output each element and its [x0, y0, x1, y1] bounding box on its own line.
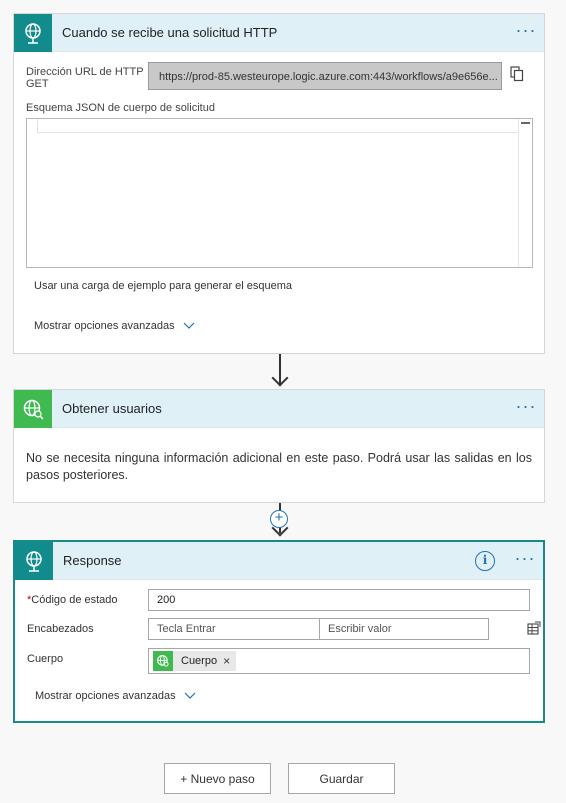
body-input[interactable] [148, 648, 530, 674]
show-advanced-options-link[interactable] [35, 690, 196, 702]
schema-editor[interactable] [26, 118, 533, 268]
schema-editor-line [37, 119, 518, 133]
get-users-info-text: No se necesita ninguna información adicional en este paso. Podrá usar las salidas en los pasos posteriores. [26, 451, 532, 482]
info-icon[interactable]: i [475, 551, 495, 571]
status-code-label-text: Código de estado [31, 594, 118, 606]
headers-label: Encabezados [27, 623, 94, 635]
http-request-icon [14, 14, 52, 52]
arrow-head-icon [272, 370, 289, 387]
body-dynamic-token[interactable] [153, 651, 236, 671]
response-card [13, 540, 545, 723]
status-code-row [27, 589, 531, 613]
remove-token-icon[interactable]: × [223, 654, 231, 668]
sample-payload-link[interactable]: Usar una carga de ejemplo para generar el esquema [34, 280, 293, 292]
body-row [27, 648, 531, 672]
http-response-icon [15, 542, 53, 580]
copy-icon[interactable] [510, 66, 526, 82]
new-step-button[interactable]: + Nuevo paso [164, 763, 271, 794]
body-label: Cuerpo [27, 653, 64, 665]
get-users-title: Obtener usuarios [62, 401, 162, 416]
http-trigger-card [13, 13, 545, 354]
advanced-options-label: Mostrar opciones avanzadas [34, 320, 175, 332]
required-marker: * [27, 594, 32, 606]
response-title: Response [63, 553, 122, 568]
get-users-card [13, 389, 545, 503]
insert-step-plus-icon[interactable]: + [270, 510, 288, 528]
response-header[interactable] [15, 542, 543, 580]
http-url-row [26, 62, 532, 92]
advanced-options-label: Mostrar opciones avanzadas [35, 690, 176, 702]
more-options-icon[interactable]: ··· [514, 547, 536, 568]
http-url-label: Dirección URL de HTTP GET [26, 66, 144, 90]
save-button[interactable]: Guardar [288, 763, 395, 794]
header-key-input[interactable]: Tecla Entrar [148, 618, 320, 640]
get-users-header[interactable] [14, 390, 544, 428]
schema-scrollbar[interactable] [518, 119, 532, 267]
status-code-input[interactable]: 200 [148, 589, 530, 611]
http-trigger-title: Cuando se recibe una solicitud HTTP [62, 25, 278, 40]
headers-row [27, 618, 531, 642]
show-advanced-options-link[interactable] [34, 320, 195, 332]
switch-to-text-mode-icon[interactable] [527, 621, 541, 635]
schema-label: Esquema JSON de cuerpo de solicitud [26, 102, 215, 114]
header-value-input[interactable]: Escribir valor [319, 618, 489, 640]
chevron-down-icon [184, 692, 196, 700]
status-code-label [27, 594, 118, 606]
globe-search-icon [14, 390, 52, 428]
globe-search-icon [153, 651, 173, 671]
more-options-icon[interactable]: ··· [515, 19, 537, 40]
http-url-field[interactable]: https://prod-85.westeurope.logic.azure.com:443/workflows/a9e656e... [148, 62, 502, 90]
more-options-icon[interactable]: ··· [515, 395, 537, 416]
http-trigger-header[interactable] [14, 14, 544, 52]
chevron-down-icon [183, 322, 195, 330]
body-token-label: Cuerpo [181, 655, 218, 667]
